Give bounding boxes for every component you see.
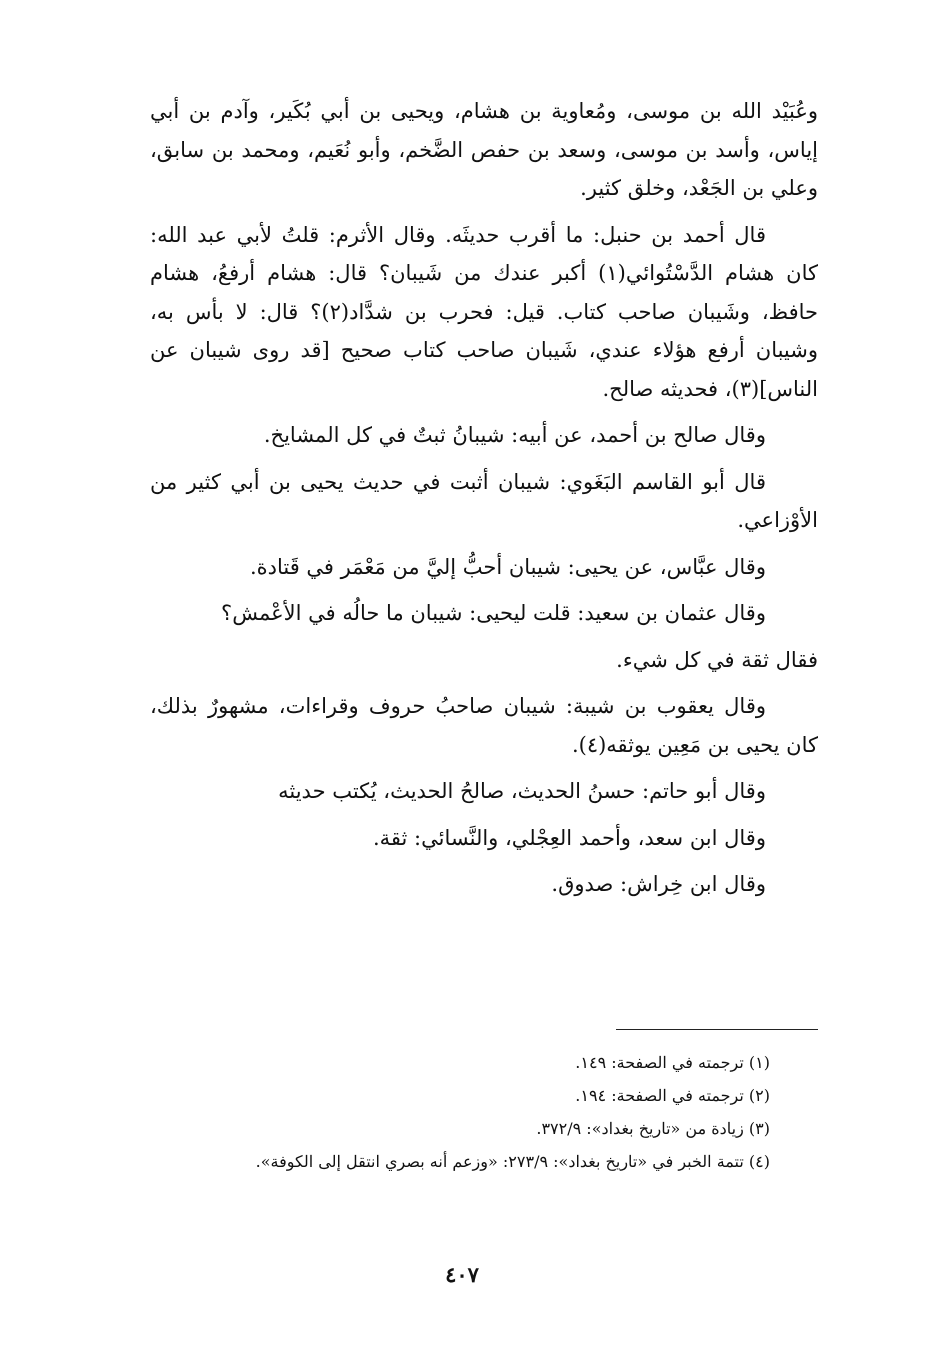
- paragraph-salih-ibn-ahmad: وقال صالح بن أحمد، عن أبيه: شيبانُ ثبتٌ في كل المشايخ.: [263, 423, 766, 447]
- paragraph-ahmad-ibn-hanbal: قال أحمد بن حنبل: ما أقرب حديثَه. وقال الأثرم: قلتُ لأبي عبد الله: كان هشام الدَّسْتُوائي(١) أكبر عندك من شَيبان؟ قال: هشام أرفعُ، هشام حافظ، وشَيبان صاحب كتاب. قيل: فحرب بن شدَّاد(٢)؟ قال: لا بأس به، وشيبان أرفع هؤلاء عندي، شَيبان صاحب كتاب صحيح [قد روى شيبان عن الناس](٣)، فحديثه صالح.: [150, 222, 819, 401]
- paragraph-abu-hatim: وقال أبو حاتم: حسنُ الحديث، صالحُ الحديث، يُكتب حديثه: [278, 779, 766, 803]
- footnote-3: (٣) زيادة من «تاريخ بغداد»: ٣٧٢/٩.: [536, 1119, 770, 1138]
- paragraph-abbas: وقال عبَّاس، عن يحيى: شيبان أحبُّ إليَّ من مَعْمَر في قَتادة.: [249, 554, 766, 579]
- footnote-1: (١) ترجمته في الصفحة: ١٤٩.: [575, 1053, 770, 1072]
- footnote-divider: [616, 1029, 818, 1030]
- footnotes: [150, 1046, 770, 1178]
- paragraph-yaqub-ibn-shayba: وقال يعقوب بن شيبة: شيبان صاحبُ حروف وقراءات، مشهورٌ بذلك، كان يحيى بن مَعِين يوثقه(٤).: [150, 694, 818, 757]
- main-text: [150, 92, 818, 912]
- page-number: ٤٠٧: [445, 1262, 479, 1287]
- footnote-4: (٤) تتمة الخبر في «تاريخ بغداد»: ٢٧٣/٩: «وزعم أنه بصري انتقل إلى الكوفة».: [255, 1152, 770, 1171]
- paragraph-uthman-ibn-said: وقال عثمان بن سعيد: قلت ليحيى: شيبان ما حالُه في الأعْمش؟: [221, 601, 766, 625]
- paragraph-ibn-sad: وقال ابن سعد، وأحمد العِجْلي، والنَّسائي: ثقة.: [372, 825, 766, 850]
- paragraph-abu-al-qasim: قال أبو القاسم البَغَوي: شيبان أثبت في حديث يحيى بن أبي كثير من الأوْزاعي.: [150, 469, 818, 532]
- paragraph-faqal-thiqa: فقال ثقة في كل شيء.: [616, 647, 818, 672]
- paragraph-narrators-list: وعُبَيْد الله بن موسى، ومُعاوية بن هشام، ويحيى بن أبي بُكَير، وآدم بن أبي إياس، وأسد بن موسى، وسعد بن حفص الضَّخم، وأبو نُعَيم، ومحمد بن سابق، وعلي بن الجَعْد، وخلق كثير.: [150, 99, 818, 200]
- paragraph-ibn-khirash: وقال ابن خِراش: صدوق.: [551, 872, 766, 896]
- footnote-2: (٢) ترجمته في الصفحة: ١٩٤.: [575, 1086, 770, 1105]
